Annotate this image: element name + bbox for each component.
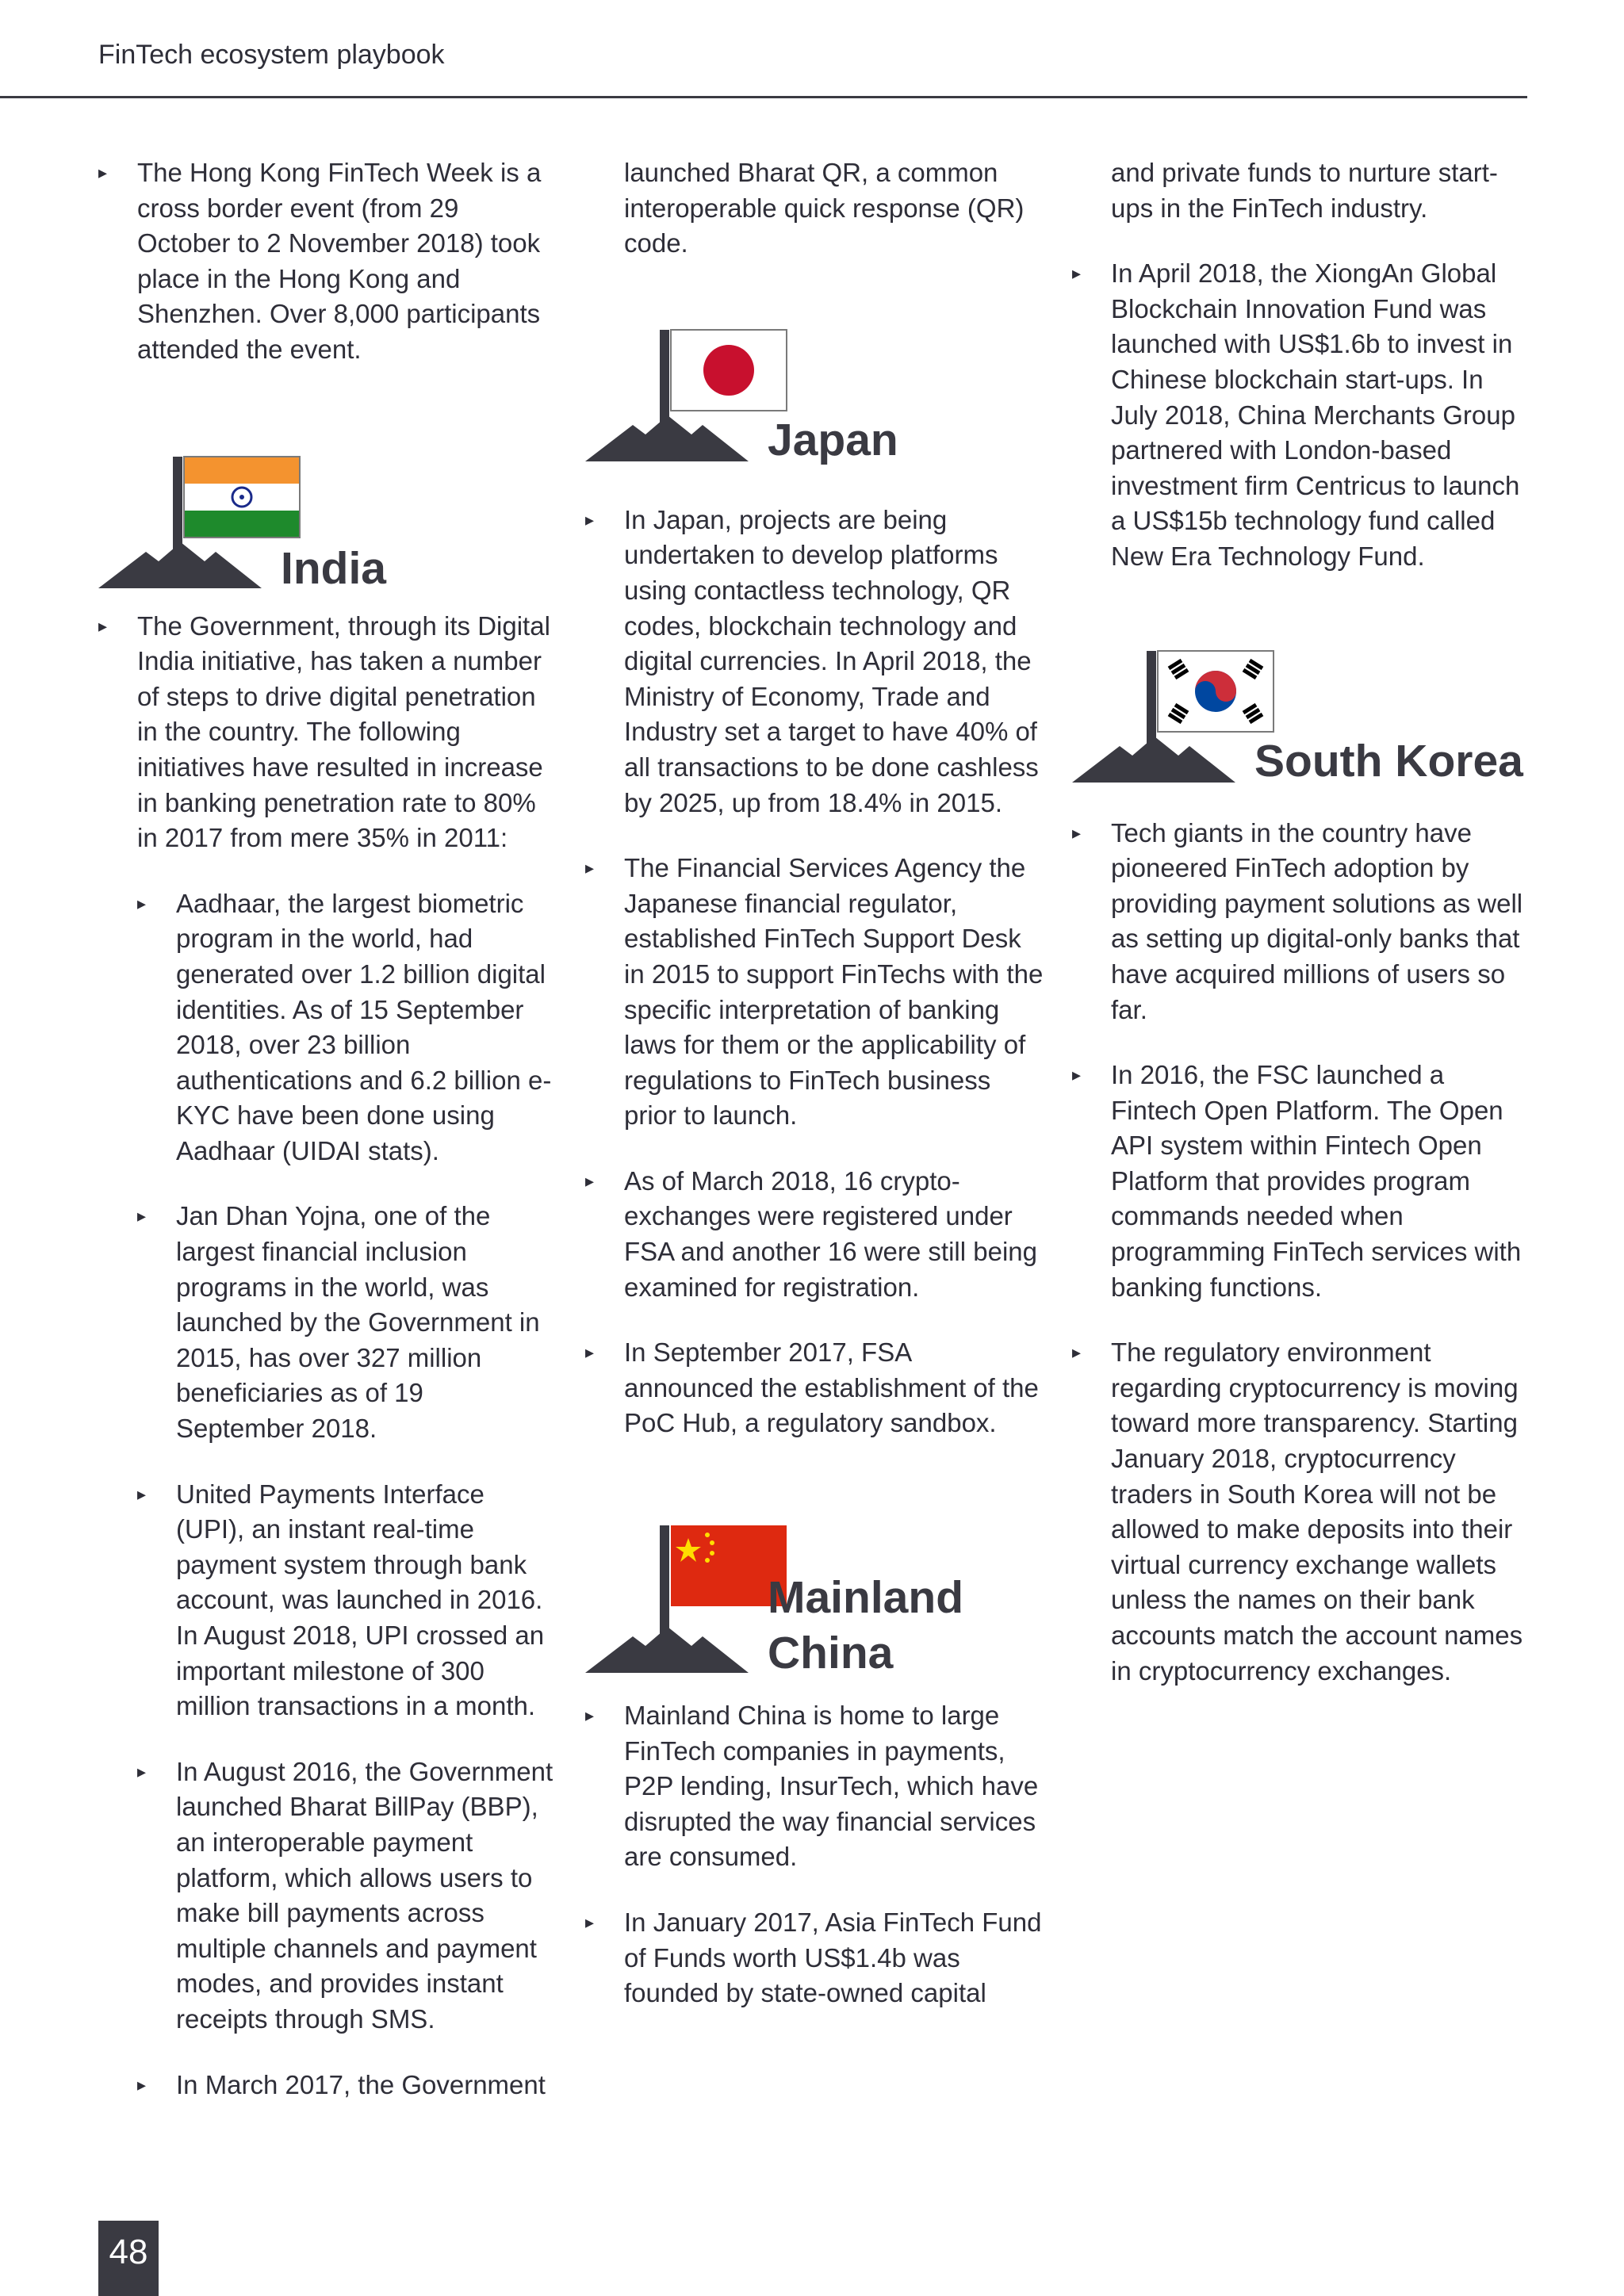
column-1 bbox=[98, 155, 558, 2133]
bullet-korea-tech-giants: ▸ Tech giants in the country have pioneered FinTech adoption by providing payment solutions as well as setting up digital-only banks that have acquired millions of users so far. bbox=[1072, 816, 1532, 1028]
country-name-south-korea: South Korea bbox=[1254, 735, 1523, 786]
bullet-korea-regulatory: ▸ The regulatory environment regarding cryptocurrency is moving toward more transparency. Starting January 2018, cryptocurrency traders in South Korea will not be allowed to make deposits into their virtual currency exchange wallets unless the names on their bank accounts match the account names in cryptocurrency exchanges. bbox=[1072, 1335, 1532, 1689]
continuation-private-funds: and private funds to nurture start-ups in the FinTech industry. bbox=[1111, 158, 1498, 223]
bullet-japan-crypto: ▸ As of March 2018, 16 crypto-exchanges were registered under FSA and another 16 were still being examined for registration. bbox=[585, 1164, 1045, 1305]
south-korea-flag-icon bbox=[1158, 651, 1274, 732]
sub-bullet-jan-dhan: ▸ Jan Dhan Yojna, one of the largest financial inclusion programs in the world, was launched by the Government in 2015, has over 327 million beneficiaries as of 19 September 2018. bbox=[98, 1199, 558, 1446]
bullet-china-fund: ▸ In January 2017, Asia FinTech Fund of Funds worth US$1.4b was founded by state-owned capital bbox=[585, 1905, 1045, 2011]
bullet-japan-poc: ▸ In September 2017, FSA announced the establishment of the PoC Hub, a regulatory sandbox. bbox=[585, 1335, 1045, 1441]
country-heading-india bbox=[98, 398, 558, 596]
country-name-china-line2: China bbox=[768, 1628, 894, 1679]
page-number: 48 bbox=[98, 2221, 159, 2296]
bullet-japan-fsa: ▸ The Financial Services Agency the Japanese financial regulator, established FinTech Support Desk in 2015 to support FinTechs with the specific interpretation of banking laws for them or the applicability of regulations to FinTech business prior to launch. bbox=[585, 851, 1045, 1134]
bullet-korea-fsc: ▸ In 2016, the FSC launched a Fintech Open Platform. The Open API system within Fintech Open Platform that provides program commands needed when programming FinTech services with banking functions. bbox=[1072, 1058, 1532, 1305]
country-heading-japan bbox=[585, 292, 1045, 490]
country-name-japan: Japan bbox=[768, 414, 898, 465]
header-divider bbox=[0, 96, 1527, 98]
sub-bullet-aadhaar: ▸ Aadhaar, the largest biometric program in the world, had generated over 1.2 billion digital identities. As of 15 September 2018, over 23 billion authentications and 6.2 billion e-KYC have been done using Aadhaar (UIDAI stats). bbox=[98, 886, 558, 1169]
column-3 bbox=[1072, 155, 1532, 1719]
country-name-india: India bbox=[281, 542, 387, 594]
sub-bullet-bharat-qr: ▸ In March 2017, the Government bbox=[98, 2068, 558, 2103]
japan-flag-icon bbox=[671, 330, 787, 411]
column-2 bbox=[585, 155, 1045, 2042]
country-name-china-line1: Mainland bbox=[768, 1572, 964, 1624]
sub-bullet-bbp: ▸ In August 2016, the Government launched Bharat BillPay (BBP), an interoperable payment platform, which allows users to make bill payments across multiple channels and payment modes, and provides instant receipts through SMS. bbox=[98, 1755, 558, 2038]
bullet-hk-fintech-week: ▸ The Hong Kong FinTech Week is a cross border event (from 29 October to 2 November 2018) took place in the Hong Kong and Shenzhen. Over 8,000 participants attended the event. bbox=[98, 155, 558, 368]
bullet-xiongan-fund: ▸ In April 2018, the XiongAn Global Blockchain Innovation Fund was launched with US$1.6b to invest in Chinese blockchain start-ups. In July 2018, China Merchants Group partnered with London-based investment firm Centricus to launch a US$15b technology fund called New Era Technology Fund. bbox=[1072, 256, 1532, 574]
india-flag-icon bbox=[184, 457, 300, 538]
country-heading-south-korea bbox=[1072, 605, 1532, 803]
country-heading-china bbox=[585, 1471, 1045, 1686]
continuation-bharat-qr: launched Bharat QR, a common interoperable quick response (QR) code. bbox=[624, 158, 1025, 258]
bullet-china-fintech: ▸ Mainland China is home to large FinTech companies in payments, P2P lending, InsurTech, which have disrupted the way financial services are consumed. bbox=[585, 1698, 1045, 1875]
bullet-japan-projects: ▸ In Japan, projects are being undertaken to develop platforms using contactless technology, QR codes, blockchain technology and digital currencies. In April 2018, the Ministry of Economy, Trade and Industry set a target to have 40% of all transactions to be done cashless by 2025, up from 18.4% in 2015. bbox=[585, 503, 1045, 821]
bullet-digital-india: ▸ The Government, through its Digital India initiative, has taken a number of steps to drive digital penetration in the country. The following initiatives have resulted in increase in banking penetration rate to 80% in 2017 from mere 35% in 2011: bbox=[98, 609, 558, 856]
sub-bullet-upi: ▸ United Payments Interface (UPI), an instant real-time payment system through bank account, was launched in 2016. In August 2018, UPI crossed an important milestone of 300 million transactions in a month. bbox=[98, 1477, 558, 1724]
header-title: FinTech ecosystem playbook bbox=[98, 40, 445, 70]
